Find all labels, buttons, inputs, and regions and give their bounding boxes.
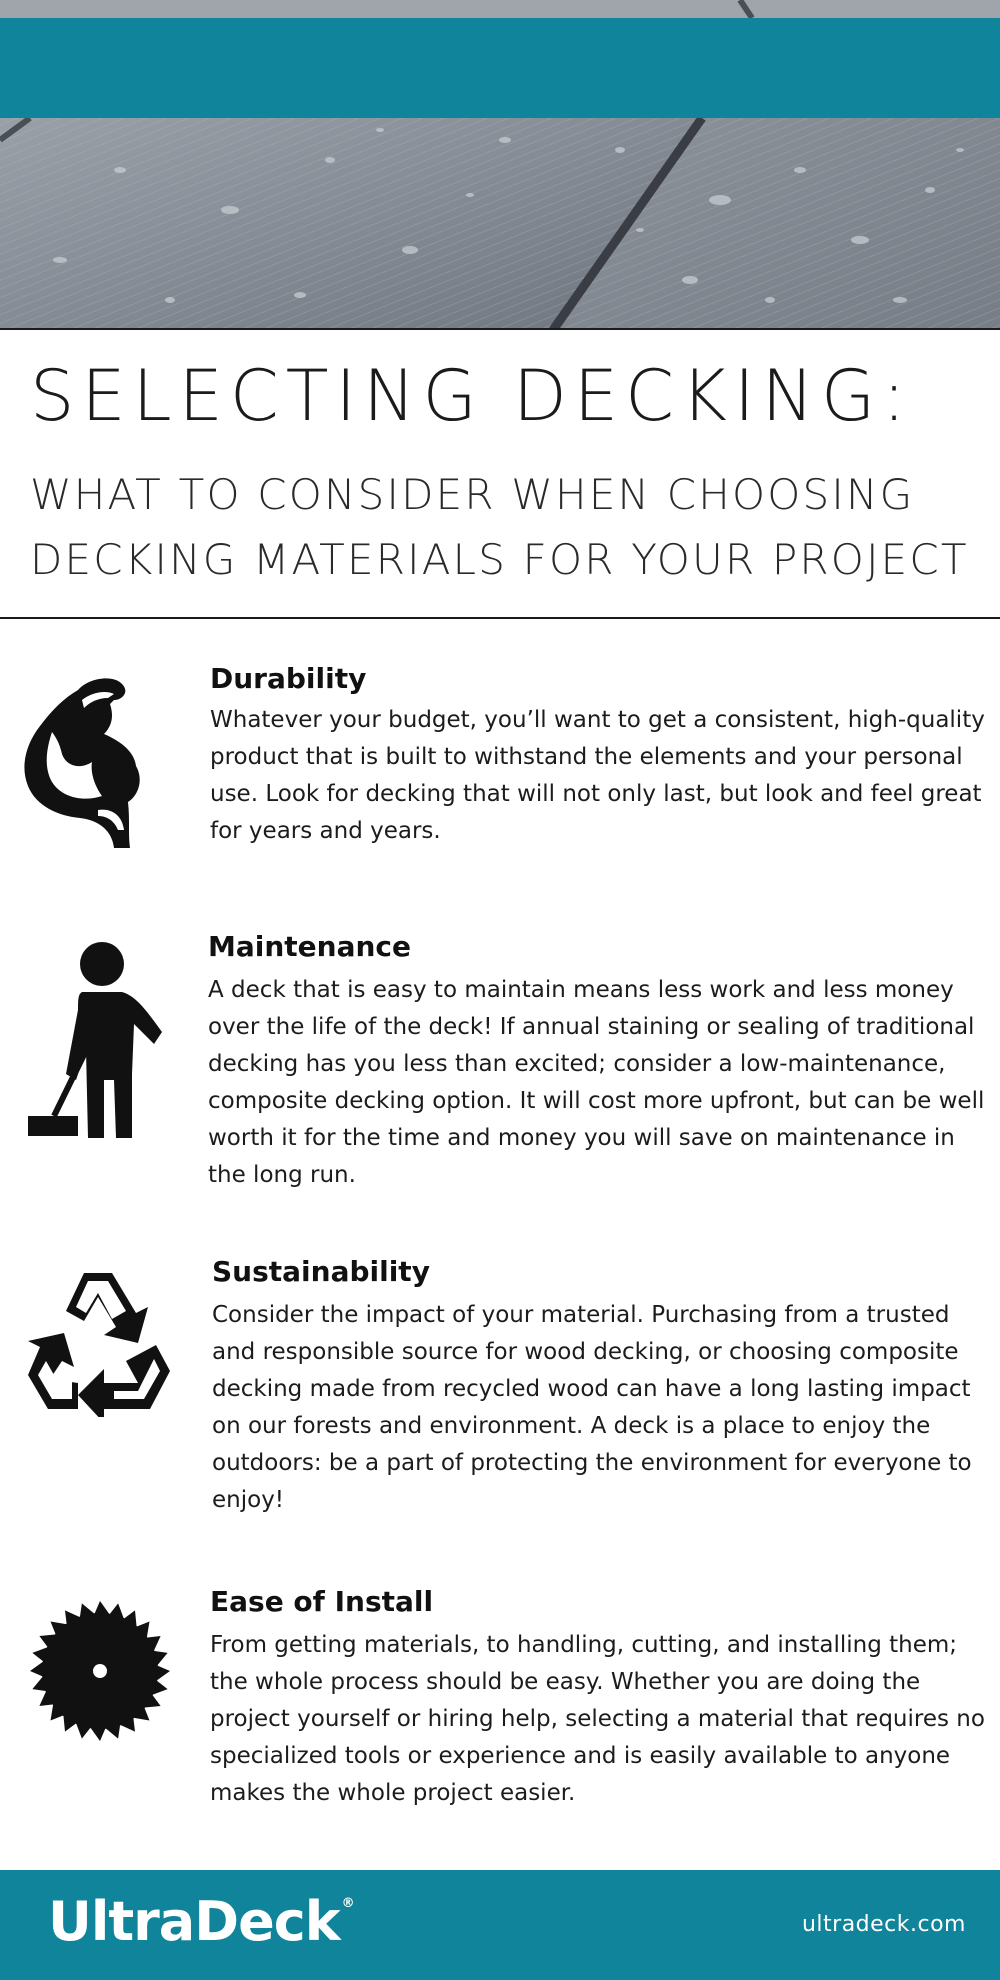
flexed-arm-icon xyxy=(18,670,148,850)
website-link[interactable]: ultradeck.com xyxy=(801,1912,966,1937)
page-title: SELECTING DECKING: xyxy=(30,355,913,437)
person-sweeping-icon xyxy=(26,940,166,1140)
trademark-symbol: ® xyxy=(341,1896,354,1911)
section-body: Consider the impact of your material. Purchasing from a trusted and responsible source for wood decking, or choosing composite decking made from recycled wood can have a long lasting impact on our forests and environment. A deck is a place to enjoy the outdoors: be a part of protecting the environment for everyone to enjoy! xyxy=(212,1302,972,1513)
page-subtitle-line-1: WHAT TO CONSIDER WHEN CHOOSING xyxy=(30,470,915,519)
brand-name: UltraDeck xyxy=(48,1890,340,1953)
recycle-icon xyxy=(26,1267,171,1417)
section-heading: Ease of Install xyxy=(210,1585,434,1618)
page-subtitle-line-2: DECKING MATERIALS FOR YOUR PROJECT xyxy=(30,535,969,584)
section-body: A deck that is easy to maintain means less work and less money over the life of the deck! If annual staining or sealing of traditional decking has you less than excited; consider a low-maintenance, composite decking option. It will cost more upfront, but can be well worth it for the time and money you will save on maintenance in the long run. xyxy=(208,977,985,1188)
section-heading: Durability xyxy=(210,662,367,695)
section-body: Whatever your budget, you’ll want to get a consistent, high-quality product that is built to withstand the elements and your personal use. Look for decking that will not only last, but look and feel great for years and years. xyxy=(210,707,985,844)
section-heading: Sustainability xyxy=(212,1255,430,1288)
footer-bar xyxy=(0,1870,1000,1980)
hero-accent-bar xyxy=(0,18,1000,118)
brand-logo[interactable] xyxy=(48,1890,354,1953)
top-divider xyxy=(0,328,1000,330)
section-body: From getting materials, to handling, cutting, and installing them; the whole process should be easy. Whether you are doing the project yourself or hiring help, selecting a material that requires no specialized tools or experience and is easily available to anyone makes the whole project easier. xyxy=(210,1632,985,1806)
saw-blade-icon xyxy=(28,1599,172,1743)
section-heading: Maintenance xyxy=(208,930,412,963)
title-divider xyxy=(0,617,1000,619)
hero-decking-photo xyxy=(0,0,1000,330)
